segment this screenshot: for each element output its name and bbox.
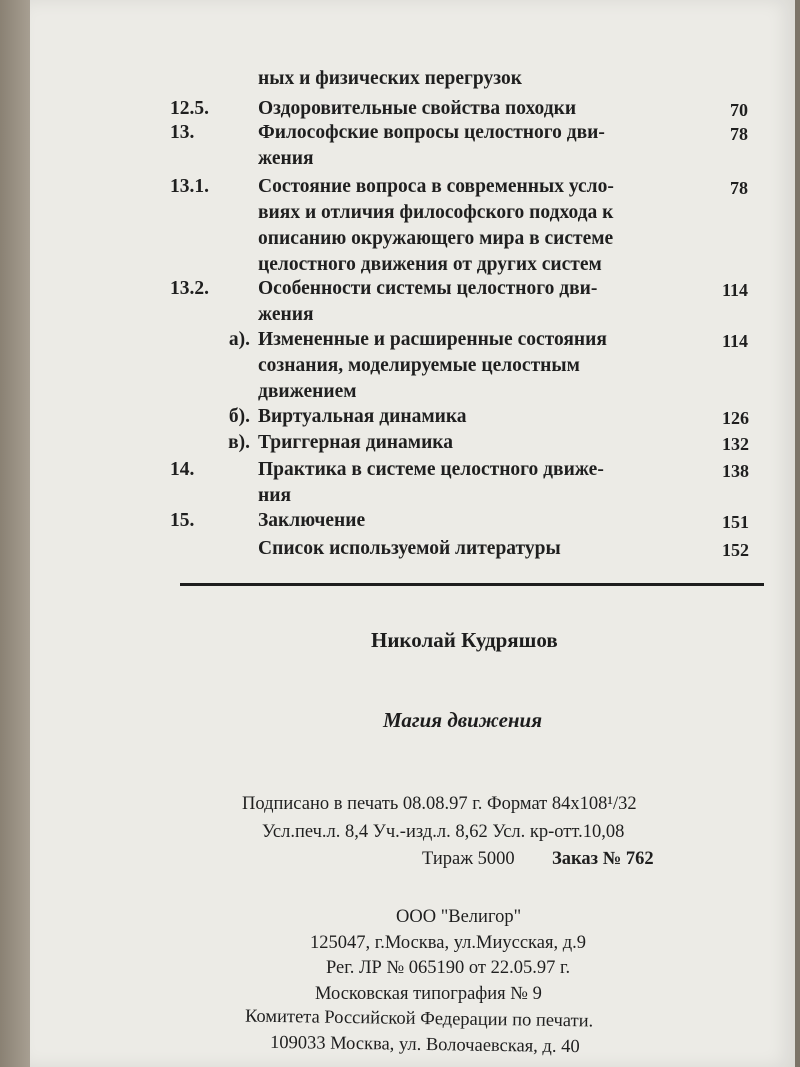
toc-entry-number: 13.1. bbox=[170, 176, 209, 197]
toc-entry-title: описанию окружающего мира в системе bbox=[258, 228, 614, 249]
toc-entry-title: Оздоровительные свойства походки bbox=[258, 98, 577, 119]
toc-entry-page: 114 bbox=[722, 331, 749, 351]
book-gutter bbox=[0, 0, 30, 1067]
toc-entry-page: 78 bbox=[730, 124, 748, 144]
toc-entry-number: 13.2. bbox=[170, 278, 209, 299]
printer-committee: Комитета Российской Федерации по печати. bbox=[244, 1006, 594, 1032]
author-name: Николай Кудряшов bbox=[371, 628, 558, 652]
toc-entry-title: Особенности системы целостного дви- bbox=[258, 278, 598, 299]
toc-entry-number: 13. bbox=[170, 122, 195, 143]
toc-entry-page: 138 bbox=[722, 461, 749, 481]
printer-address: 109033 Москва, ул. Волочаевская, д. 40 bbox=[269, 1032, 580, 1058]
toc-entry-number: б). bbox=[228, 406, 250, 427]
toc-entry-title: Список используемой литературы bbox=[258, 538, 561, 559]
toc-entry-title: Практика в системе целостного движе- bbox=[258, 459, 604, 480]
toc-entry-page: 152 bbox=[722, 540, 749, 560]
toc-entry-title: виях и отличия философского подхода к bbox=[258, 202, 614, 223]
imprint-line: Заказ № 762 bbox=[552, 849, 654, 869]
book-page bbox=[30, 0, 795, 1067]
toc-entry-title: движением bbox=[258, 381, 357, 402]
toc-entry-title: Виртуальная динамика bbox=[258, 406, 467, 427]
toc-entry-number: а). bbox=[228, 329, 250, 350]
imprint-line: Тираж 5000 bbox=[422, 849, 515, 869]
imprint-line: Подписано в печать 08.08.97 г. Формат 84х108¹/32 bbox=[242, 794, 637, 814]
separator-line bbox=[180, 583, 764, 586]
toc-entry-number: 12.5. bbox=[170, 98, 209, 119]
toc-entry-page: 132 bbox=[722, 434, 749, 454]
toc-entry-title: Измененные и расширенные состояния bbox=[258, 329, 607, 350]
toc-entry-title: сознания, моделируемые целостным bbox=[258, 355, 580, 376]
toc-entry-title: Заключение bbox=[258, 510, 366, 531]
book-title: Магия движения bbox=[383, 708, 543, 732]
toc-entry-title: ных и физических перегрузок bbox=[258, 68, 522, 89]
toc-entry-title: целостного движения от других систем bbox=[258, 254, 602, 275]
toc-entry-number: в). bbox=[228, 432, 250, 453]
toc-entry-title: жения bbox=[258, 304, 314, 325]
publisher-address: 125047, г.Москва, ул.Миусская, д.9 bbox=[310, 933, 587, 953]
imprint-line: Усл.печ.л. 8,4 Уч.-изд.л. 8,62 Усл. кр-отт.10,08 bbox=[262, 822, 625, 842]
toc-entry-page: 151 bbox=[722, 512, 749, 532]
toc-entry-number: 14. bbox=[170, 459, 195, 480]
toc-entry-title: Триггерная динамика bbox=[258, 432, 453, 453]
publisher-name: ООО "Велигор" bbox=[396, 907, 522, 927]
toc-entry-page: 126 bbox=[722, 408, 749, 428]
toc-entry-title: жения bbox=[258, 148, 314, 169]
publisher-license: Рег. ЛР № 065190 от 22.05.97 г. bbox=[326, 958, 571, 978]
printer-name: Московская типография № 9 bbox=[315, 984, 542, 1004]
toc-entry-page: 78 bbox=[730, 178, 748, 198]
toc-entry-title: Философские вопросы целостного дви- bbox=[258, 122, 605, 143]
toc-entry-title: Состояние вопроса в современных усло- bbox=[258, 176, 614, 197]
toc-entry-number: 15. bbox=[170, 510, 195, 531]
toc-entry-page: 70 bbox=[730, 100, 748, 120]
toc-entry-page: 114 bbox=[722, 280, 749, 300]
toc-entry-title: ния bbox=[258, 485, 292, 506]
